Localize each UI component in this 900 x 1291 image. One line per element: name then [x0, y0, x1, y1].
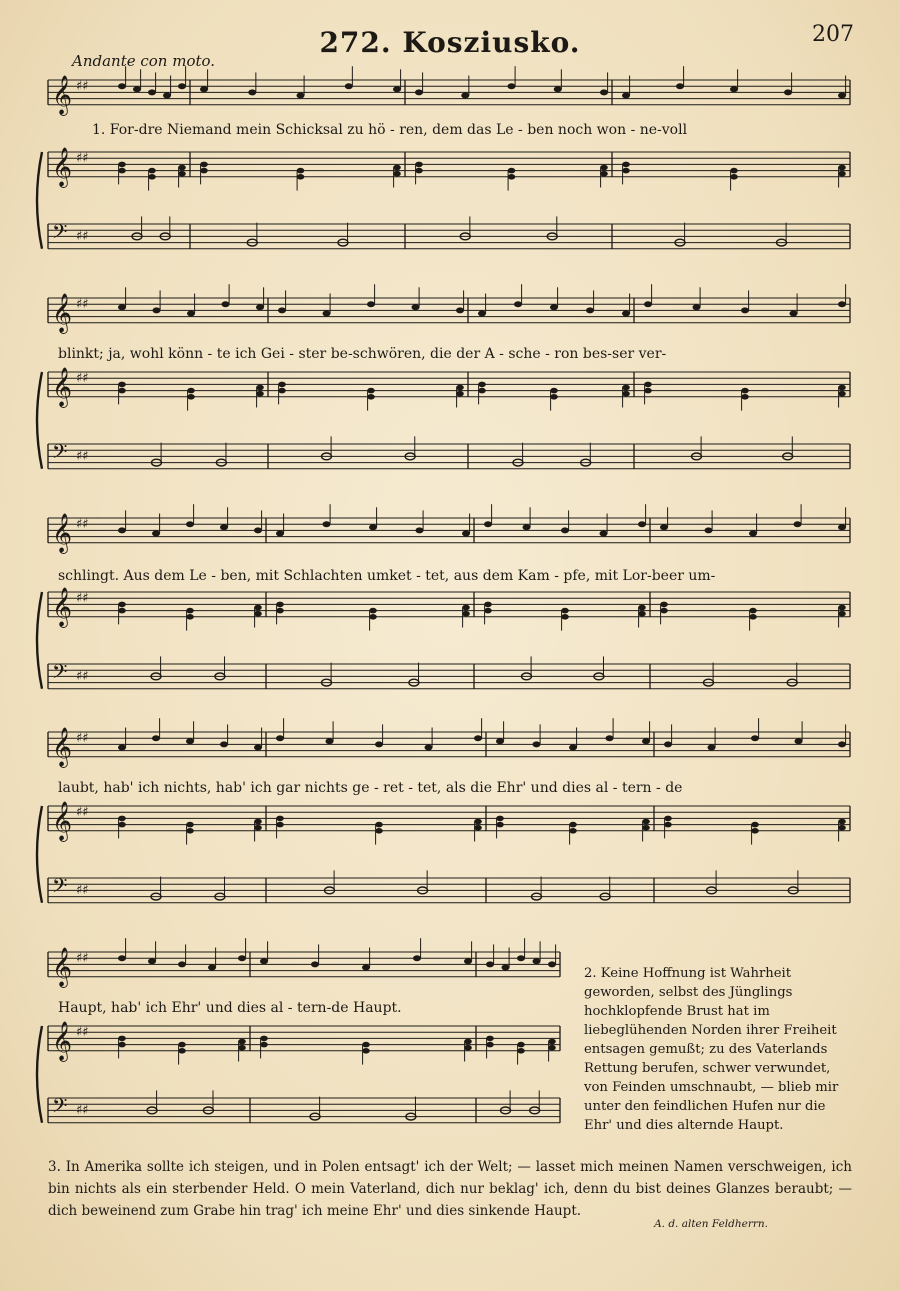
lyric-line-3: schlingt. Aus dem Le - ben, mit Schlachten umket - tet, aus dem Kam - pfe, mit Lor-beer um-	[58, 568, 716, 584]
melody-note	[462, 531, 470, 537]
melody-note	[461, 93, 469, 99]
piano-note	[260, 1036, 268, 1042]
piano-note	[367, 388, 375, 394]
piano-note	[749, 614, 757, 620]
piano-note	[118, 822, 126, 828]
piano-note	[622, 162, 630, 168]
melody-note	[260, 958, 268, 964]
melody-note	[393, 86, 401, 92]
piano-note	[118, 168, 126, 174]
piano-note	[256, 391, 264, 397]
melody-note	[790, 311, 798, 317]
piano-note	[367, 394, 375, 400]
piano-note	[751, 822, 759, 828]
melody-note	[586, 307, 594, 313]
piano-note	[362, 1048, 370, 1054]
piano-note	[238, 1045, 246, 1051]
piano-note	[638, 605, 646, 611]
melody-note	[550, 304, 558, 310]
piano-note	[622, 385, 630, 391]
piano-note	[200, 162, 208, 168]
piano-note	[517, 1042, 525, 1048]
piano-note	[600, 165, 608, 171]
treble-clef: 𝄞	[52, 947, 73, 987]
melody-note	[838, 524, 846, 530]
credit-line: A. d. alten Feldherrn.	[654, 1218, 768, 1230]
melody-note	[200, 86, 208, 92]
piano-note	[660, 602, 668, 608]
melody-note	[118, 304, 126, 310]
piano-note	[838, 611, 846, 617]
piano-note	[186, 828, 194, 834]
piano-note	[622, 168, 630, 174]
piano-note	[741, 394, 749, 400]
melody-note	[600, 89, 608, 95]
lyric-line-5: Haupt, hab' ich Ehr' und dies al - tern-de Haupt.	[58, 1000, 402, 1016]
piano-note	[260, 1042, 268, 1048]
melody-note	[496, 738, 504, 744]
melody-note	[464, 958, 472, 964]
melody-note	[693, 304, 701, 310]
melody-note	[838, 301, 846, 307]
melody-note	[256, 304, 264, 310]
lyric-line-4: laubt, hab' ich nichts, hab' ich gar nichts ge - ret - tet, als die Ehr' und dies al - tern - de	[58, 780, 683, 796]
melody-note	[187, 311, 195, 317]
page-number: 207	[812, 22, 854, 47]
piano-note	[118, 816, 126, 822]
piano-note	[838, 825, 846, 831]
treble-clef: 𝄞	[52, 367, 73, 407]
treble-clef: 𝄞	[52, 587, 73, 627]
piano-note	[622, 391, 630, 397]
melody-note	[152, 531, 160, 537]
piano-note	[369, 614, 377, 620]
melody-note	[741, 307, 749, 313]
piano-note	[464, 1045, 472, 1051]
melody-note	[749, 531, 757, 537]
key-signature-sharp: ♯♯	[76, 951, 89, 966]
melody-note	[178, 83, 186, 89]
melody-note	[660, 524, 668, 530]
melody-note	[554, 86, 562, 92]
piano-note	[118, 162, 126, 168]
melody-note	[486, 961, 494, 967]
piano-brace	[37, 592, 42, 689]
piano-note	[600, 171, 608, 177]
piano-note	[749, 608, 757, 614]
melody-note	[178, 961, 186, 967]
piano-note	[178, 1048, 186, 1054]
piano-note	[664, 822, 672, 828]
melody-note	[751, 735, 759, 741]
piano-note	[548, 1045, 556, 1051]
melody-note	[561, 527, 569, 533]
melody-note	[730, 86, 738, 92]
piano-note	[186, 822, 194, 828]
piano-note	[478, 388, 486, 394]
piano-note	[148, 168, 156, 174]
key-signature-sharp: ♯♯	[76, 805, 89, 820]
melody-note	[297, 93, 305, 99]
piano-note	[393, 165, 401, 171]
melody-note	[517, 955, 525, 961]
melody-note	[186, 738, 194, 744]
piano-note	[238, 1039, 246, 1045]
piano-note	[751, 828, 759, 834]
melody-note	[413, 955, 421, 961]
melody-note	[220, 524, 228, 530]
lyric-line-2: blinkt; ja, wohl könn - te ich Gei - ster be-schwören, die der A - sche - ron bes-ser ver-	[58, 346, 667, 362]
piano-brace	[37, 806, 42, 903]
piano-note	[118, 602, 126, 608]
melody-note	[425, 745, 433, 751]
stanza-2: 2. Keine Hoffnung ist Wahrheit geworden, selbst des Jünglings hochklopfende Brust hat im liebeglühenden Norden ihrer Freiheit entsagen gemußt; zu des Vaterlands Rettung berufen, schwer verwundet, von Feinden umschnaubt, — blieb mir unter den feindlichen Hufen nur die Ehr' und dies alternde Haupt.	[584, 966, 839, 1133]
song-number: 272.	[319, 26, 392, 59]
melody-note	[622, 311, 630, 317]
melody-note	[152, 735, 160, 741]
melody-note	[638, 521, 646, 527]
melody-note	[163, 93, 171, 99]
lyric-line-1: 1. For-dre Niemand mein Schicksal zu hö - ren, dem das Le - ben noch won - ne-voll	[92, 122, 688, 138]
melody-note	[484, 521, 492, 527]
melody-note	[311, 961, 319, 967]
piano-note	[276, 822, 284, 828]
piano-note	[118, 388, 126, 394]
piano-note	[254, 605, 262, 611]
melody-note	[220, 741, 228, 747]
piano-note	[186, 614, 194, 620]
piano-note	[642, 819, 650, 825]
piano-note	[496, 822, 504, 828]
piano-note	[517, 1048, 525, 1054]
bass-clef: 𝄢	[52, 220, 68, 248]
bass-clef: 𝄢	[52, 440, 68, 468]
melody-note	[133, 86, 141, 92]
melody-note	[118, 955, 126, 961]
piano-note	[569, 828, 577, 834]
melody-note	[664, 741, 672, 747]
melody-note	[416, 527, 424, 533]
piano-note	[276, 608, 284, 614]
melody-note	[362, 965, 370, 971]
melody-note	[502, 965, 510, 971]
bass-clef: 𝄢	[52, 660, 68, 688]
stanza-3: 3. In Amerika sollte ich steigen, und in Polen entsagt' ich der Welt; — lasset mich meinen Namen verschweigen, ich bin nichts als ein sterbender Held. O mein Vaterland, dich nur beklag' ich, denn du bist deines Glanzes beraubt; — dich beweinend zum Grabe hin trag' ich meine Ehr' und dies sinkende Haupt.	[48, 1159, 852, 1219]
piano-note	[369, 608, 377, 614]
melody-note	[794, 521, 802, 527]
melody-note	[254, 527, 262, 533]
piano-note	[118, 1036, 126, 1042]
melody-note	[533, 741, 541, 747]
piano-note	[838, 171, 846, 177]
piano-note	[838, 385, 846, 391]
piano-note	[644, 388, 652, 394]
melody-note	[248, 89, 256, 95]
piano-note	[118, 608, 126, 614]
melody-note	[474, 735, 482, 741]
piano-note	[486, 1042, 494, 1048]
piano-note	[148, 174, 156, 180]
piano-note	[561, 614, 569, 620]
piano-note	[297, 168, 305, 174]
piano-note	[644, 382, 652, 388]
key-signature-sharp: ♯♯	[76, 297, 89, 312]
piano-note	[178, 165, 186, 171]
melody-note	[600, 531, 608, 537]
key-signature-sharp: ♯♯	[76, 883, 89, 898]
piano-note	[664, 816, 672, 822]
piano-note	[118, 382, 126, 388]
key-signature-sharp: ♯♯	[76, 669, 89, 684]
piano-note	[187, 394, 195, 400]
piano-brace	[37, 372, 42, 469]
melody-note	[369, 524, 377, 530]
treble-clef: 𝄞	[52, 727, 73, 767]
piano-note	[415, 168, 423, 174]
melody-note	[622, 93, 630, 99]
melody-note	[326, 738, 334, 744]
melody-note	[118, 745, 126, 751]
melody-note	[148, 958, 156, 964]
melody-note	[208, 965, 216, 971]
melody-note	[254, 745, 262, 751]
melody-note	[276, 531, 284, 537]
key-signature-sharp: ♯♯	[76, 731, 89, 746]
piano-note	[178, 171, 186, 177]
melody-note	[118, 527, 126, 533]
piano-note	[393, 171, 401, 177]
piano-note	[362, 1042, 370, 1048]
piano-note	[178, 1042, 186, 1048]
melody-note	[345, 83, 353, 89]
melody-note	[278, 307, 286, 313]
piano-note	[276, 602, 284, 608]
key-signature-sharp: ♯♯	[76, 517, 89, 532]
piano-note	[478, 382, 486, 388]
piano-note	[187, 388, 195, 394]
piano-note	[375, 828, 383, 834]
melody-note	[323, 311, 331, 317]
melody-note	[508, 83, 516, 89]
piano-note	[256, 385, 264, 391]
melody-note	[642, 738, 650, 744]
piano-note	[838, 165, 846, 171]
piano-note	[464, 1039, 472, 1045]
piano-note	[200, 168, 208, 174]
melody-note	[456, 307, 464, 313]
piano-note	[508, 168, 516, 174]
piano-note	[297, 174, 305, 180]
piano-note	[254, 825, 262, 831]
tempo-marking: Andante con moto.	[72, 52, 216, 70]
melody-note	[795, 738, 803, 744]
treble-clef: 𝄞	[52, 513, 73, 553]
piano-note	[638, 611, 646, 617]
piano-note	[186, 608, 194, 614]
piano-note	[486, 1036, 494, 1042]
melody-note	[705, 527, 713, 533]
melody-note	[708, 745, 716, 751]
key-signature-sharp: ♯♯	[76, 1025, 89, 1040]
piano-note	[561, 608, 569, 614]
key-signature-sharp: ♯♯	[76, 591, 89, 606]
piano-note	[730, 168, 738, 174]
piano-note	[474, 825, 482, 831]
melody-note	[838, 93, 846, 99]
melody-note	[186, 521, 194, 527]
treble-clef: 𝄞	[52, 293, 73, 333]
piano-note	[548, 1039, 556, 1045]
piano-note	[838, 391, 846, 397]
melody-note	[118, 83, 126, 89]
melody-note	[375, 741, 383, 747]
melody-note	[548, 961, 556, 967]
treble-clef: 𝄞	[52, 147, 73, 187]
piano-note	[462, 605, 470, 611]
piano-note	[254, 819, 262, 825]
piano-brace	[37, 152, 42, 249]
bass-clef: 𝄢	[52, 1094, 68, 1122]
melody-note	[367, 301, 375, 307]
treble-clef: 𝄞	[52, 75, 73, 115]
piano-note	[254, 611, 262, 617]
key-signature-sharp: ♯♯	[76, 151, 89, 166]
piano-note	[660, 608, 668, 614]
piano-note	[838, 819, 846, 825]
bass-clef: 𝄢	[52, 874, 68, 902]
piano-note	[496, 816, 504, 822]
piano-note	[118, 1042, 126, 1048]
piano-note	[415, 162, 423, 168]
piano-note	[642, 825, 650, 831]
melody-note	[412, 304, 420, 310]
piano-note	[838, 605, 846, 611]
melody-note	[514, 301, 522, 307]
song-name: Kosziusko.	[402, 26, 581, 59]
piano-note	[462, 611, 470, 617]
piano-note	[550, 388, 558, 394]
piano-note	[474, 819, 482, 825]
melody-note	[676, 83, 684, 89]
melody-note	[415, 89, 423, 95]
melody-note	[644, 301, 652, 307]
melody-note	[478, 311, 486, 317]
key-signature-sharp: ♯♯	[76, 229, 89, 244]
melody-note	[533, 958, 541, 964]
piano-note	[276, 816, 284, 822]
melody-note	[153, 307, 161, 313]
melody-note	[569, 745, 577, 751]
piano-note	[375, 822, 383, 828]
melody-note	[276, 735, 284, 741]
piano-note	[569, 822, 577, 828]
melody-note	[323, 521, 331, 527]
key-signature-sharp: ♯♯	[76, 371, 89, 386]
melody-note	[222, 301, 230, 307]
piano-brace	[37, 1026, 42, 1123]
piano-note	[278, 382, 286, 388]
piano-note	[278, 388, 286, 394]
piano-note	[508, 174, 516, 180]
melody-note	[838, 741, 846, 747]
melody-note	[238, 955, 246, 961]
melody-note	[606, 735, 614, 741]
piano-note	[550, 394, 558, 400]
treble-clef: 𝄞	[52, 801, 73, 841]
piano-note	[456, 391, 464, 397]
treble-clef: 𝄞	[52, 1021, 73, 1061]
piano-note	[730, 174, 738, 180]
melody-note	[784, 89, 792, 95]
piano-note	[456, 385, 464, 391]
piano-note	[484, 608, 492, 614]
melody-note	[523, 524, 531, 530]
key-signature-sharp: ♯♯	[76, 79, 89, 94]
key-signature-sharp: ♯♯	[76, 449, 89, 464]
key-signature-sharp: ♯♯	[76, 1103, 89, 1118]
piano-note	[741, 388, 749, 394]
piano-note	[484, 602, 492, 608]
melody-note	[148, 89, 156, 95]
